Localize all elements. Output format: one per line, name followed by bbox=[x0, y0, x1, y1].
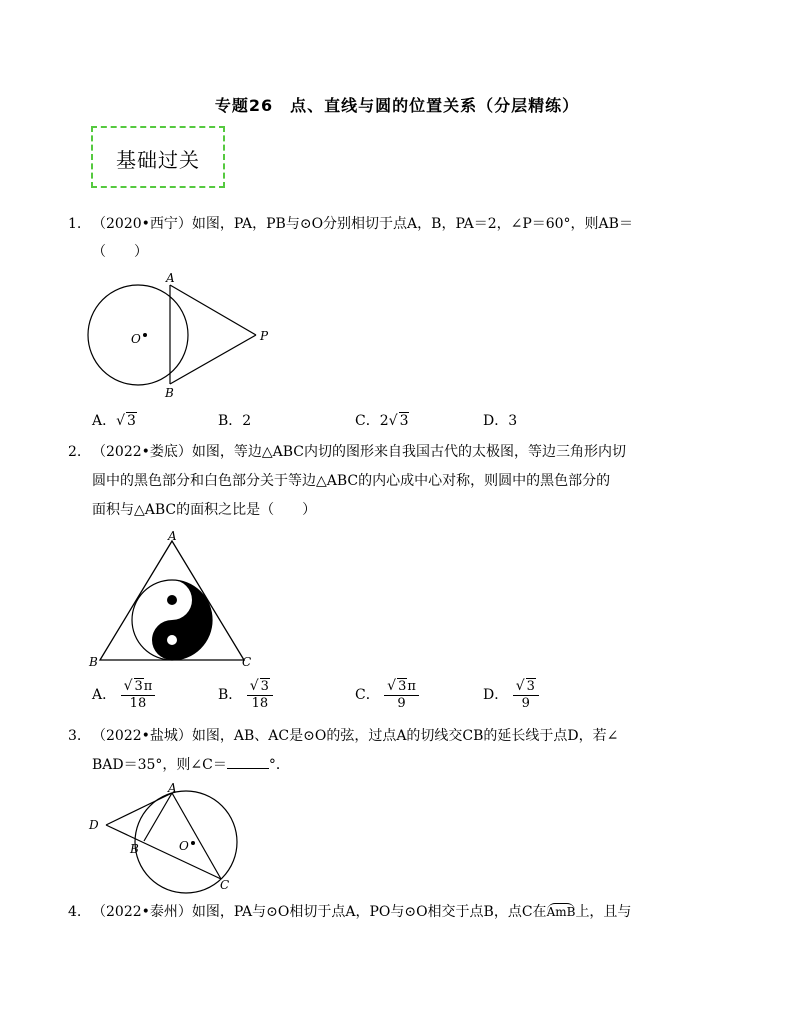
question-2-figure bbox=[86, 526, 266, 674]
question-3-figure bbox=[86, 780, 251, 895]
answer-blank bbox=[227, 754, 269, 769]
option-c-denominator: 9 bbox=[397, 696, 406, 711]
option-b-radicand: 3 bbox=[260, 679, 269, 694]
question-1-option-d bbox=[483, 410, 517, 430]
question-2-text-line3: 面积与△ABC的面积之比是（ ） bbox=[92, 502, 317, 518]
radical-sign: √ bbox=[515, 678, 525, 694]
question-1-option-a bbox=[92, 410, 137, 430]
option-c-radicand: 3 bbox=[399, 413, 409, 429]
option-b-value: 2 bbox=[242, 413, 252, 429]
question-3-text-line2-end: °． bbox=[268, 757, 290, 773]
option-a-radicand: 3 bbox=[134, 679, 143, 694]
question-1-option-b bbox=[218, 410, 251, 430]
label-c: C bbox=[220, 878, 230, 892]
question-2-option-b bbox=[218, 678, 273, 712]
label-c: C bbox=[242, 655, 252, 669]
option-b-fraction bbox=[247, 678, 273, 712]
option-a-pi: π bbox=[143, 679, 153, 694]
option-c-fraction bbox=[384, 678, 419, 712]
option-d-denominator: 9 bbox=[521, 696, 530, 711]
label-d: D bbox=[89, 818, 99, 832]
question-1-text-line2: （ ） bbox=[92, 244, 148, 260]
option-a-label: A． bbox=[92, 413, 117, 429]
radical-sign: √ bbox=[123, 678, 133, 694]
question-4-text-line1 bbox=[92, 898, 631, 926]
page-title: 专题26 点、直线与圆的位置关系（分层精练） bbox=[214, 96, 580, 115]
radical-sign: √ bbox=[388, 413, 398, 429]
option-a-denominator: 18 bbox=[129, 696, 147, 711]
question-3-text-line1: （2022•盐城）如图，AB、AC是⊙O的弦，过点A的切线交CB的延长线于点D，若∠ bbox=[92, 728, 619, 744]
taiji-dot-white bbox=[167, 635, 177, 645]
option-b-label: B． bbox=[218, 687, 243, 703]
option-d-value: 3 bbox=[508, 413, 518, 429]
option-d-label: D． bbox=[483, 687, 509, 703]
question-4-text-start: （2022•泰州）如图，PA与⊙O相切于点A，PO与⊙O相交于点B，点C在 bbox=[92, 904, 547, 920]
chord-ac bbox=[172, 793, 221, 879]
label-b: B bbox=[89, 655, 98, 669]
option-c-coef: 2 bbox=[379, 413, 389, 429]
label-o: O bbox=[179, 839, 189, 853]
option-b-label: B． bbox=[218, 413, 243, 429]
radical-sign: √ bbox=[249, 678, 259, 694]
center-dot bbox=[191, 841, 195, 845]
question-4-text-end: 上，且与 bbox=[575, 904, 632, 920]
line-dc bbox=[106, 825, 221, 879]
question-2-text-line1: （2022•娄底）如图，等边△ABC内切的图形来自我国古代的太极图，等边三角形内切 bbox=[92, 444, 627, 460]
radical-sign: √ bbox=[387, 678, 397, 694]
question-2-number: 2. bbox=[68, 444, 82, 460]
option-d-radicand: 3 bbox=[526, 679, 535, 694]
option-a-fraction bbox=[121, 678, 156, 712]
option-b-denominator: 18 bbox=[251, 696, 269, 711]
option-a-radicand: 3 bbox=[127, 413, 136, 429]
center-dot bbox=[143, 333, 147, 337]
section-badge-label: 基础过关 bbox=[116, 148, 200, 172]
option-d-label: D． bbox=[483, 413, 509, 429]
question-2-option-c bbox=[355, 678, 419, 712]
tangent-pa bbox=[170, 285, 256, 335]
arc-amb: AmB bbox=[546, 905, 576, 919]
question-4-number: 4. bbox=[68, 904, 82, 920]
label-p: P bbox=[260, 329, 269, 343]
option-c-label: C． bbox=[355, 413, 380, 429]
label-o: O bbox=[131, 332, 141, 346]
question-1-number: 1. bbox=[68, 216, 82, 232]
question-2-text-line2: 圆中的黑色部分和白色部分关于等边△ABC的内心成中心对称，则圆中的黑色部分的 bbox=[92, 473, 611, 489]
label-a: A bbox=[168, 781, 177, 795]
option-c-radicand: 3 bbox=[398, 679, 407, 694]
option-c-pi: π bbox=[407, 679, 416, 694]
question-1-figure bbox=[86, 270, 286, 405]
section-badge bbox=[91, 126, 225, 188]
label-b: B bbox=[165, 386, 174, 400]
label-a: A bbox=[166, 271, 175, 285]
option-a-label: A． bbox=[92, 687, 117, 703]
question-2-option-d bbox=[483, 678, 539, 712]
question-3-text-line2-start: BAD＝35°，则∠C＝ bbox=[92, 757, 227, 773]
option-c-label: C． bbox=[355, 687, 380, 703]
taiji-dot-black bbox=[167, 595, 177, 605]
option-d-fraction bbox=[513, 678, 539, 712]
question-3-text-line2 bbox=[92, 751, 290, 779]
question-3-number: 3. bbox=[68, 728, 82, 744]
label-b: B bbox=[130, 842, 139, 856]
question-2-option-a bbox=[92, 678, 155, 712]
question-1-option-c bbox=[355, 410, 409, 430]
label-a: A bbox=[168, 529, 177, 543]
question-1-text-line1: （2020•西宁）如图，PA，PB与⊙O分别相切于点A，B，PA＝2，∠P＝60°，则AB＝ bbox=[92, 216, 633, 232]
radical-sign: √ bbox=[116, 413, 126, 429]
tangent-pb bbox=[170, 335, 256, 384]
